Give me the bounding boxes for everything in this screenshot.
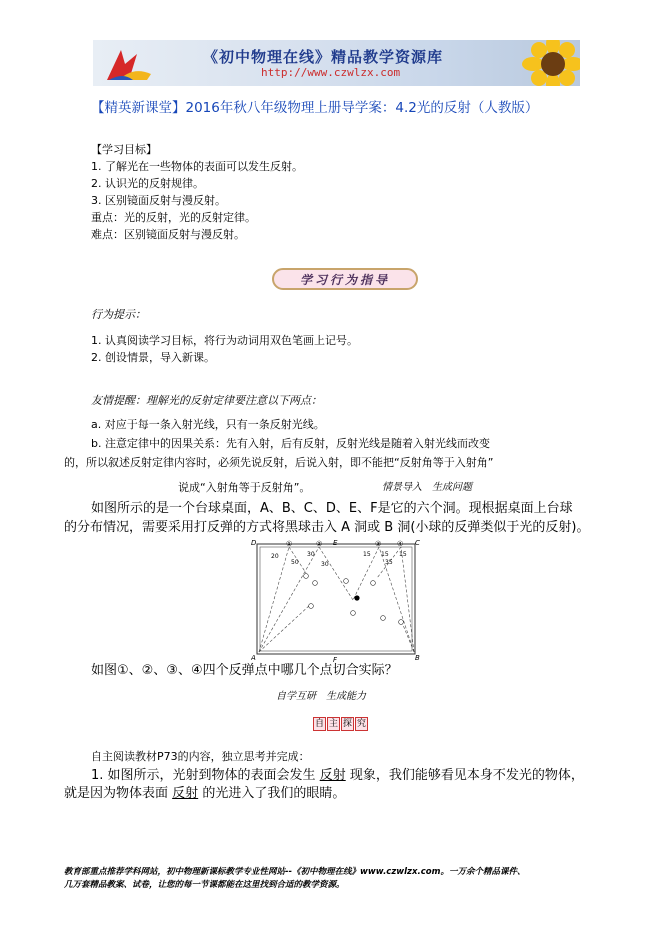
label-box: 究 (356, 719, 366, 729)
angle-label: 30 (307, 551, 315, 558)
sunflower-icon (513, 40, 580, 86)
point-2-label: ② (316, 540, 323, 548)
page-footer (64, 866, 604, 892)
banner-url[interactable]: http://www.czwlzx.com (261, 66, 401, 79)
tip-item: 1. 认真阅读学习目标，将行为动词用双色笔画上记号。 (91, 334, 358, 347)
goal-item: 1. 了解光在一些物体的表面可以发生反射。 (91, 160, 303, 173)
footer-line: 教育部重点推荐学科网站，初中物理新课标教学专业性网站--《初中物理在线》www.czwlzx.com。一万余个精品课件、 (64, 867, 526, 877)
point-4-label: ④ (397, 540, 404, 548)
label-box: 主 (328, 719, 338, 729)
site-logo-icon (99, 44, 155, 84)
point-3-label: ③ (375, 540, 382, 548)
q1-text: 现象，我们能够看见本身不发光的物体， (349, 768, 584, 783)
question-1-line2 (64, 787, 345, 801)
point-1-label: ① (286, 540, 293, 548)
hole-f-label: F (333, 656, 338, 662)
angle-label: 50 (291, 559, 299, 566)
banner-title: 《初中物理在线》精品教学资源库 (203, 48, 444, 66)
label-box: 探 (342, 719, 352, 729)
self-explore-label (313, 711, 369, 731)
goals-heading: 【学习目标】 (91, 143, 157, 156)
angle-label: 15 (381, 551, 389, 558)
self-study-tag: 自学互研 生成能力 (276, 691, 366, 702)
q1-answer-blank: 反射 (319, 768, 346, 783)
hole-c-label: C (415, 539, 420, 547)
hole-d-label: D (251, 539, 257, 547)
self-study-intro: 自主阅读教材P73的内容，独立思考并完成： (91, 750, 310, 763)
reminder-a: a. 对应于每一条入射光线，只有一条反射光线。 (91, 418, 325, 431)
angle-label: 15 (363, 551, 371, 558)
reminder-b-cont: 的，所以叙述反射定律内容时，必须先说反射，后说入射，即不能把“反射角等于入射角” (64, 456, 494, 469)
question-1-line1 (91, 769, 584, 783)
hole-b-label: B (415, 654, 420, 662)
header-banner (93, 40, 580, 86)
tips-heading: 行为提示： (91, 308, 146, 321)
scenario-p2: 的分布情况，需要采用打反弹的方式将黑球击入 A 洞或 B 洞(小球的反弹类似于光的反射)。 (64, 520, 590, 535)
reminder-b: b. 注意定律中的因果关系：先有入射，后有反射，反射光线是随着入射光线而改变 (91, 437, 490, 450)
document-title: 【精英新课堂】2016年秋八年级物理上册导学案：4.2光的反射（人教版） (91, 100, 539, 116)
hole-a-label: A (251, 654, 256, 662)
q1-answer-blank: 反射 (172, 786, 199, 801)
footer-line: 几万套精品教案、试卷，让您的每一节课都能在这里找到合适的教学资源。 (64, 880, 345, 890)
reminder-heading: 友情提醒：理解光的反射定律要注意以下两点： (91, 394, 322, 407)
tip-item: 2. 创设情景，导入新课。 (91, 351, 215, 364)
angle-label: 35 (385, 559, 393, 566)
angle-label: 15 (399, 551, 407, 558)
q1-text: 1. 如图所示，光射到物体的表面会发生 (91, 768, 316, 783)
section-banner-label: 学习行为指导 (299, 273, 390, 287)
hole-e-label: E (333, 539, 338, 547)
label-box: 自 (314, 719, 324, 729)
focus-line: 重点：光的反射，光的反射定律。 (91, 211, 256, 224)
angle-label: 30 (321, 561, 329, 568)
situation-tag: 情景导入 生成问题 (382, 482, 472, 493)
q1-text: 的光进入了我们的眼睛。 (202, 786, 346, 801)
goal-item: 2. 认识光的反射规律。 (91, 177, 204, 190)
scenario-question: 如图①、②、③、④四个反弹点中哪几个点切合实际？ (91, 663, 398, 678)
difficulty-line: 难点：区别镜面反射与漫反射。 (91, 228, 245, 241)
section-banner (270, 265, 420, 293)
goal-item: 3. 区别镜面反射与漫反射。 (91, 194, 226, 207)
angle-label: 20 (271, 553, 279, 560)
reminder-b-end: 说成“入射角等于反射角”。 (178, 481, 311, 494)
billiard-table-diagram (251, 538, 421, 662)
q1-text: 就是因为物体表面 (64, 786, 169, 801)
scenario-p1: 如图所示的是一个台球桌面，A、B、C、D、E、F是它的六个洞。现根据桌面上台球 (91, 501, 573, 516)
